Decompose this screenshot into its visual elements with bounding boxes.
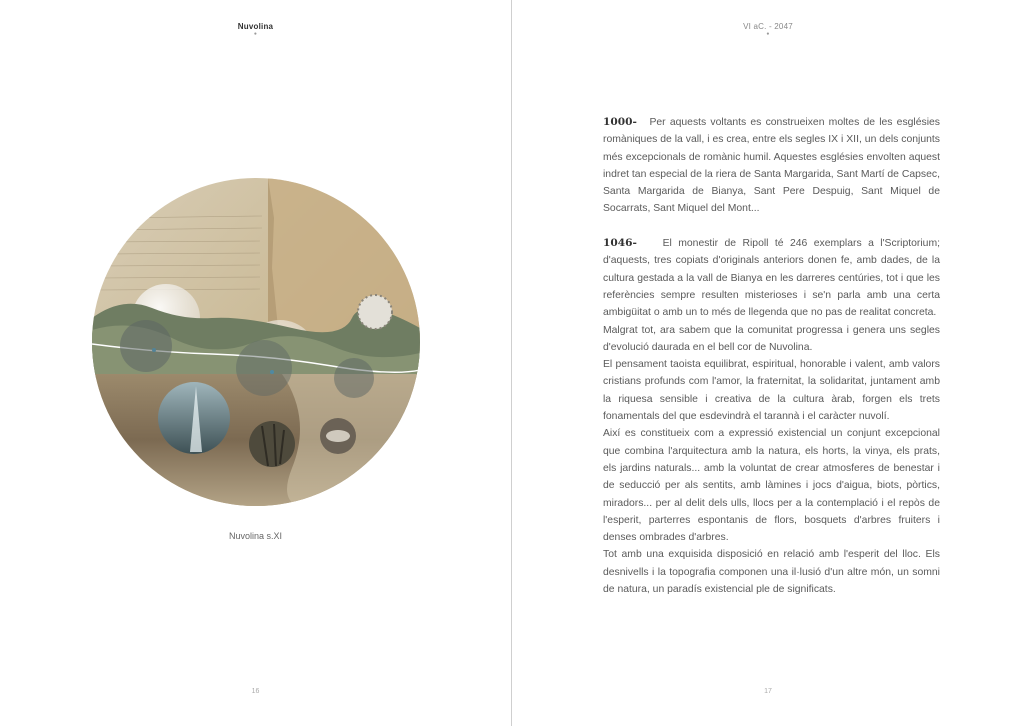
running-head-dates: VI aC. - 2047 [743, 22, 793, 31]
right-page-number: 17 [764, 688, 772, 695]
collage-circle-illustration [92, 178, 420, 506]
entry-text: El monestir de Ripoll té 246 exemplars a l'Scriptorium; d'aquests, tres copiats d'originals anteriors donen fe, amb dades, de la cultura gestada a la vall de Bianya en les darreres centúries, tot i que les referències sempre resulten misterioses i se'n parla amb una certa ambigüitat o amb un to més de llegenda que no pas de realitat concreta. [603, 238, 940, 319]
paragraph-gap [603, 218, 940, 235]
entry-year: 1046- [603, 237, 637, 250]
entry-paragraph [603, 114, 940, 218]
entry-paragraph [603, 235, 940, 321]
text-paragraph: Així es constitueix com a expressió existencial un conjunt excepcional que combina l'arquitectura amb la natura, els horts, la vinya, els prats, els jardins naturals... amb la voluntat de crear atmosferes de benestar i de seducció per als sentits, amb làmines i jocs d'aigua, biots, pòrtics, miradors... per al delit dels ulls, llocs per a la contemplació i el repòs de l'esperit, parterres espontanis de flors, bosquets d'arbres fruiters i denses ombrades d'arbres. [603, 428, 940, 544]
left-page [0, 0, 511, 726]
illustration-caption: Nuvolina s.XI [228, 531, 283, 541]
left-running-head [0, 22, 511, 37]
text-paragraph: El pensament taoista equilibrat, espiritual, honorable i valent, amb valors cristians profunds com l'amor, la fraternitat, la solidaritat, juntament amb la riquesa sensible i creativa de la cultura àrab, forgen els trets fonamentals del que esdevindrà el tarannà i el caràcter nuvolí. [603, 359, 940, 423]
chronicle-text [603, 114, 940, 598]
text-paragraph: Tot amb una exquisida disposició en relació amb l'esperit del lloc. Els desnivells i la topografia componen una il·lusió d'un altre món, un somni de natura, un paradís existencial ple de significats. [603, 549, 940, 596]
left-page-number: 16 [251, 688, 260, 695]
entry-year: 1000- [603, 116, 637, 128]
running-head-dot: ● [253, 31, 258, 37]
running-head-dot: ● [766, 31, 770, 37]
entry-text: Per aquests voltants es construeixen moltes de les esglésies romàniques de la vall, i es crea, entre els segles IX i XII, un dels conjunts més excepcionals de romànic humil. Aquestes esglésies envolten aquest indret tan especial de la riera de Santa Margarida, Sant Martí de Capsec, Santa Margarida de Bianya, Sant Pere Despuig, Sant Miquel de Socarrats, Sant Miquel del Mont... [603, 117, 940, 215]
running-head-title: Nuvolina [237, 22, 274, 31]
right-running-head [512, 22, 1024, 37]
right-page [512, 0, 1024, 726]
text-paragraph: Malgrat tot, ara sabem que la comunitat progressa i genera uns segles d'evolució daurada en el bell cor de Nuvolina. [603, 324, 940, 353]
